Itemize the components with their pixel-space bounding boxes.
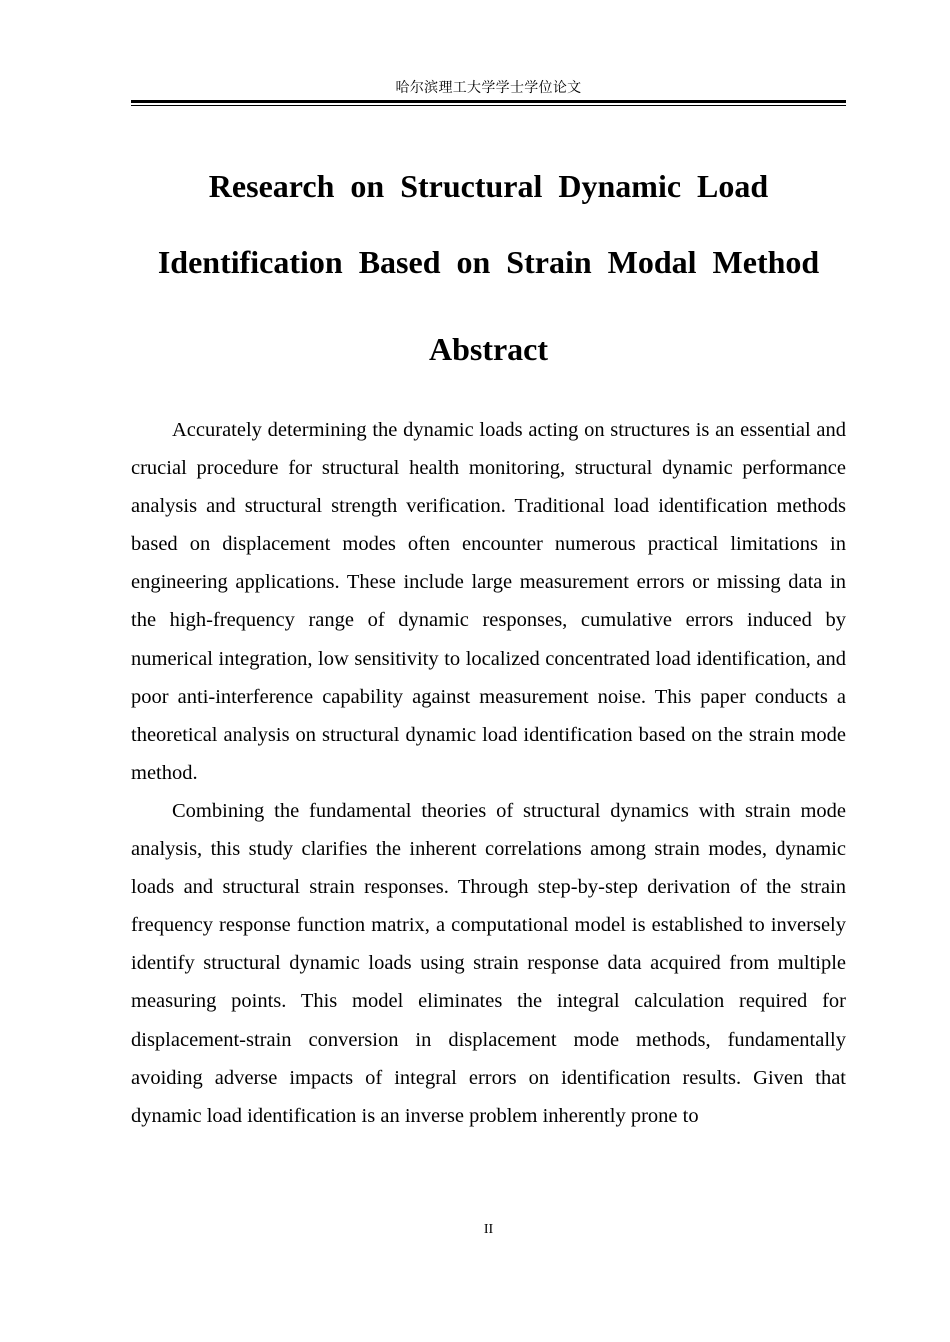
abstract-heading: Abstract	[428, 331, 549, 367]
page-number: II	[483, 1222, 494, 1237]
thesis-title-line-1: Research on Structural Dynamic Load	[208, 168, 769, 204]
running-header: 哈尔滨理工大学学士学位论文	[395, 80, 582, 96]
abstract-paragraph-2: Combining the fundamental theories of structural dynamics with strain mode analysis, this study clarifies the inherent correlations among strain modes, dynamic loads and structural strain responses. Through step-by-step derivation of the strain frequency response function matrix, a computational model is established to inversely identify structural dynamic loads using strain response data acquired from multiple measuring points. This model eliminates the integral calculation required for displacement-strain conversion in displacement mode methods, fundamentally avoiding adverse impacts of integral errors on identification results. Given that dynamic load identification is an inverse problem inherently prone to	[131, 799, 846, 1127]
thesis-title-line-2: Identification Based on Strain Modal Method	[157, 244, 820, 280]
header-rule-thick	[131, 100, 846, 103]
thesis-title	[131, 148, 846, 300]
abstract-body	[131, 411, 846, 1135]
header-rule-thin	[131, 105, 846, 106]
abstract-paragraph-1: Accurately determining the dynamic loads acting on structures is an essential and crucial procedure for structural health monitoring, structural dynamic performance analysis and structural strength verification. Traditional load identification methods based on displacement modes often encounter numerous practical limitations in engineering applications. These include large measurement errors or missing data in the high-frequency range of dynamic responses, cumulative errors induced by numerical integration, low sensitivity to localized concentrated load identification, and poor anti-interference capability against measurement noise. This paper conducts a theoretical analysis on structural dynamic load identification based on the strain mode method.	[131, 419, 846, 784]
